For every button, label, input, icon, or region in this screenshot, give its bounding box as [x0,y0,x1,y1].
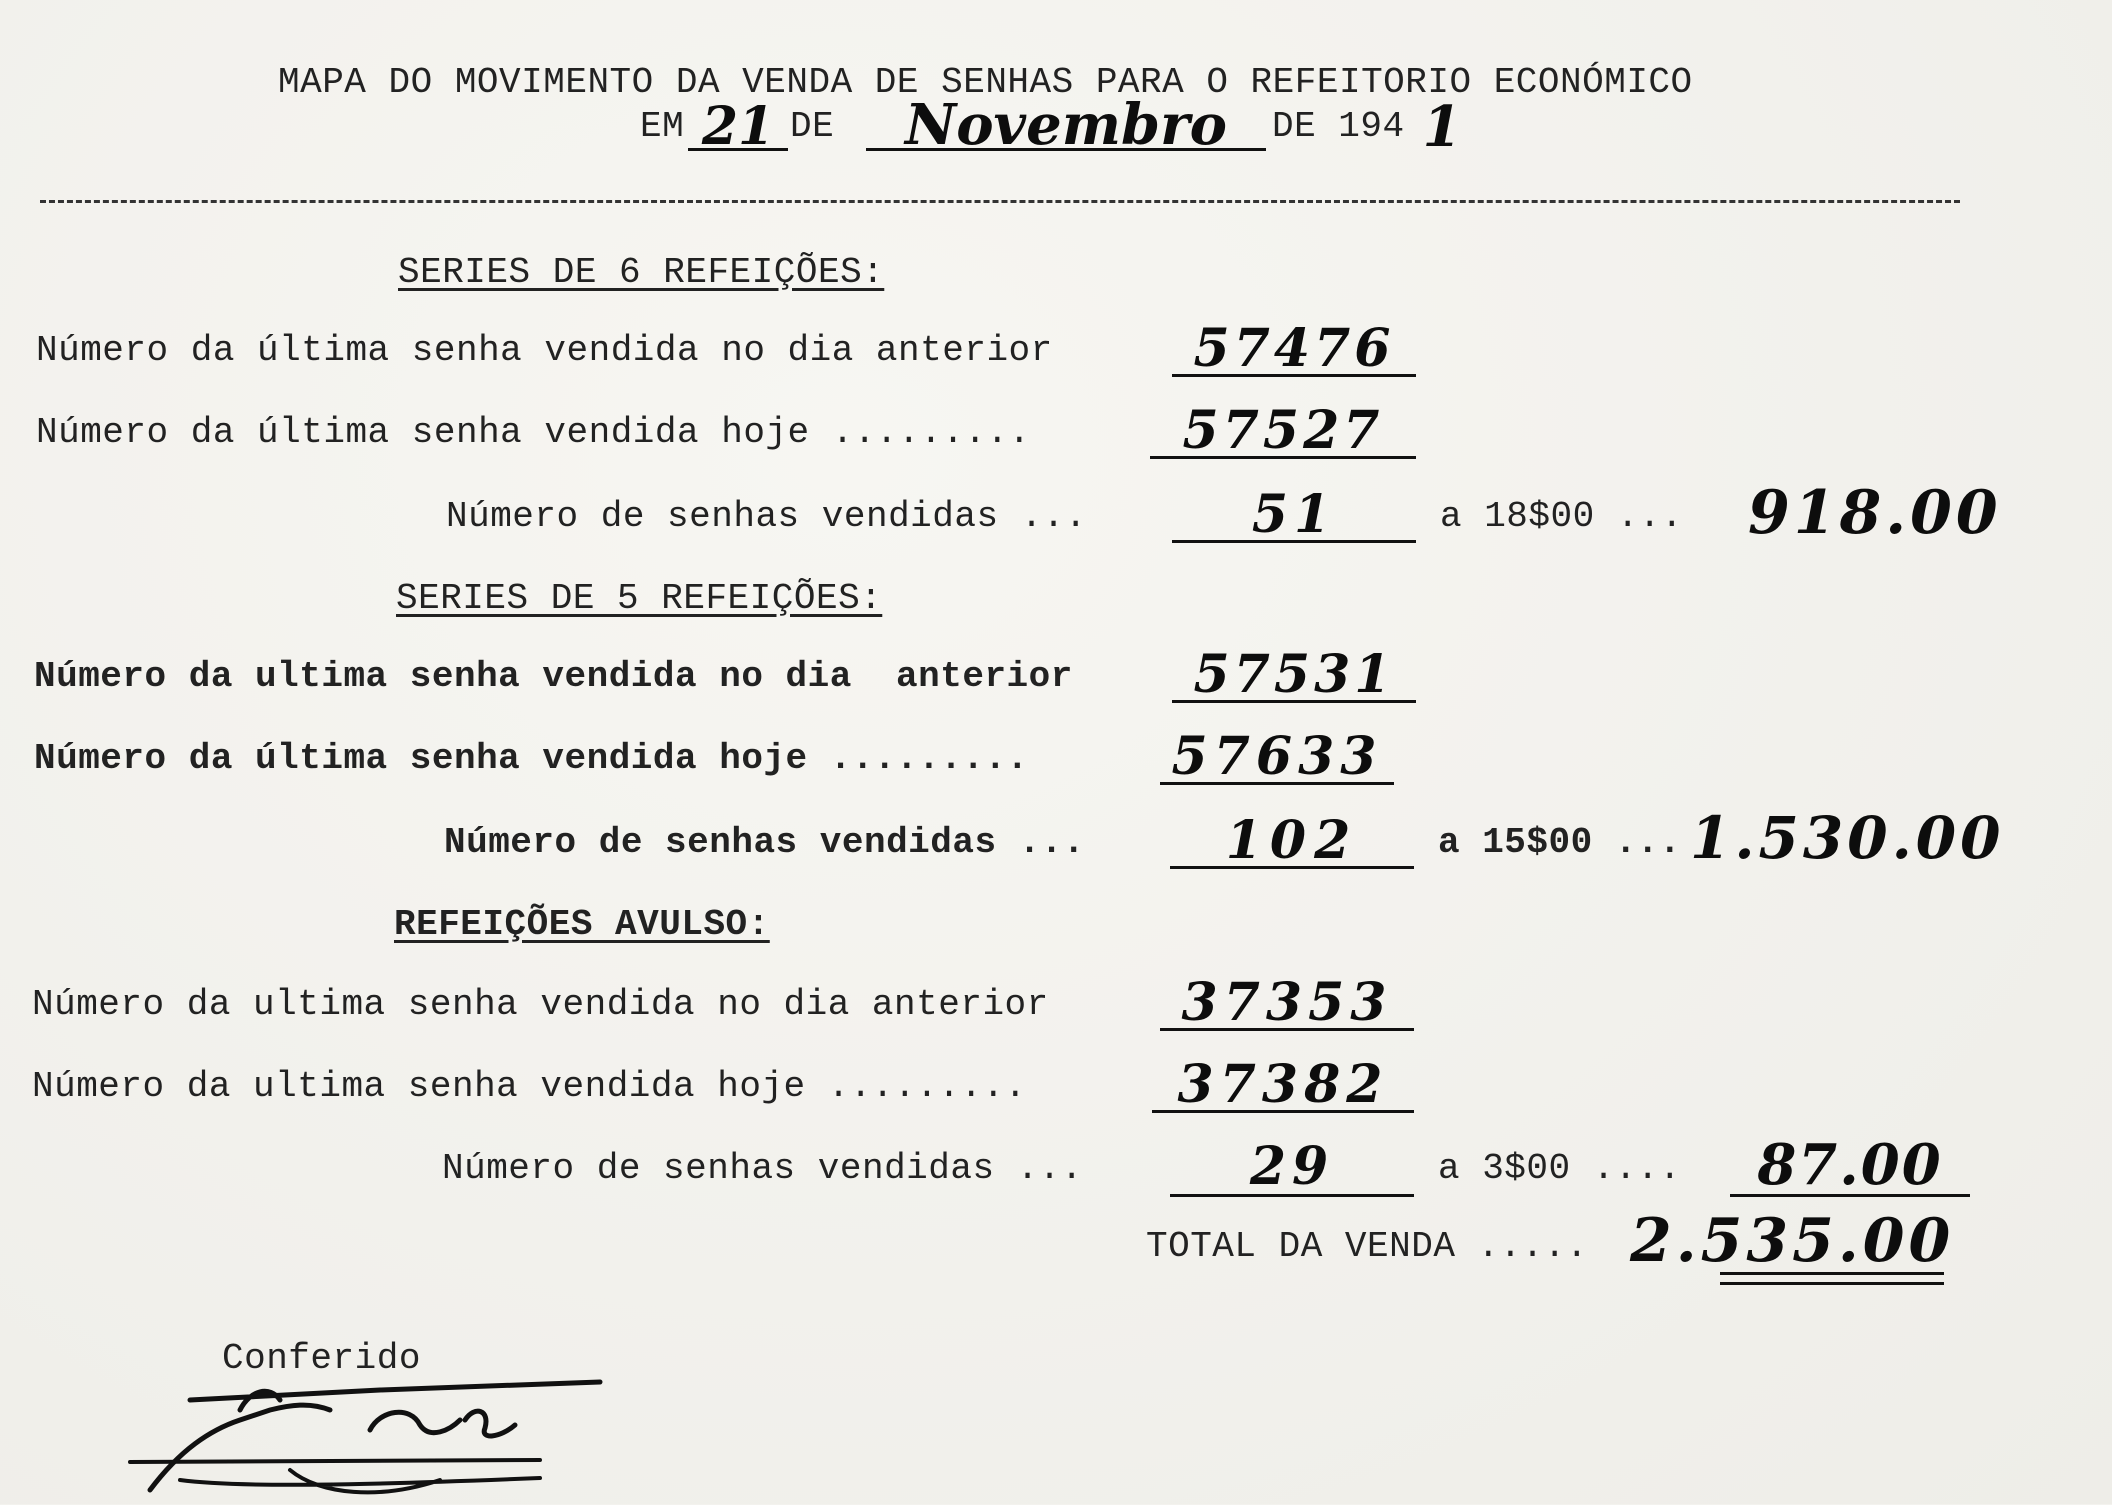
avulso-today-label: Número da ultima senha vendida hoje ......... [32,1066,1027,1107]
avulso-count-label: Número de senhas vendidas ... [442,1148,1084,1189]
section6-prev-label: Número da última senha vendida no dia anterior [36,330,1053,371]
date-em-label: EM [640,106,685,147]
total-label: TOTAL DA VENDA ..... [1146,1226,1589,1267]
date-year-digit: 1 [1422,94,1462,160]
document-title: MAPA DO MOVIMENTO DA VENDA DE SENHAS PARA O REFEITORIO ECONÓMICO [278,62,1693,103]
avulso-amount: 87.00 [1757,1132,1943,1198]
separator-line [40,200,1960,203]
section6-count-label: Número de senhas vendidas ... [446,496,1088,537]
avulso-prev-value: 37353 [1181,972,1393,1033]
date-day-value: 21 [701,96,775,157]
avulso-today-value: 37382 [1177,1054,1389,1115]
section6-amount: 918.00 [1748,478,2002,548]
signature [120,1370,620,1500]
section6-prev-value: 57476 [1193,318,1395,379]
conferido-label: Conferido [222,1338,421,1379]
total-amount: 2.535.00 [1630,1206,1955,1276]
section5-count-value: 102 [1225,810,1359,871]
total-underline-2 [1720,1282,1944,1285]
section6-today-value: 57527 [1182,400,1384,461]
section5-prev-value: 57531 [1193,644,1395,705]
section5-prev-label: Número da ultima senha vendida no dia anterior [34,656,1073,697]
avulso-prev-label: Número da ultima senha vendida no dia anterior [32,984,1049,1025]
section-title-5: SERIES DE 5 REFEIÇÕES: [396,578,883,619]
section-title-avulso: REFEIÇÕES AVULSO: [394,904,770,945]
section5-count-label: Número de senhas vendidas ... [444,822,1086,863]
section5-today-value: 57633 [1171,726,1383,787]
section6-today-label: Número da última senha vendida hoje ......... [36,412,1031,453]
date-month-value: Novembro [905,92,1227,158]
avulso-count-value: 29 [1249,1136,1335,1197]
section6-price-label: a 18$00 ... [1440,496,1684,537]
avulso-price-label: a 3$00 .... [1438,1148,1682,1189]
section6-count-value: 51 [1251,484,1337,545]
section5-amount: 1.530.00 [1690,804,2005,872]
total-underline-1 [1720,1272,1944,1275]
section5-today-label: Número da última senha vendida hoje ......... [34,738,1029,779]
section5-price-label: a 15$00 ... [1438,822,1682,863]
date-de-label: DE [790,106,835,147]
section-title-6: SERIES DE 6 REFEIÇÕES: [398,252,885,293]
date-year-label: DE 194 [1272,106,1405,147]
